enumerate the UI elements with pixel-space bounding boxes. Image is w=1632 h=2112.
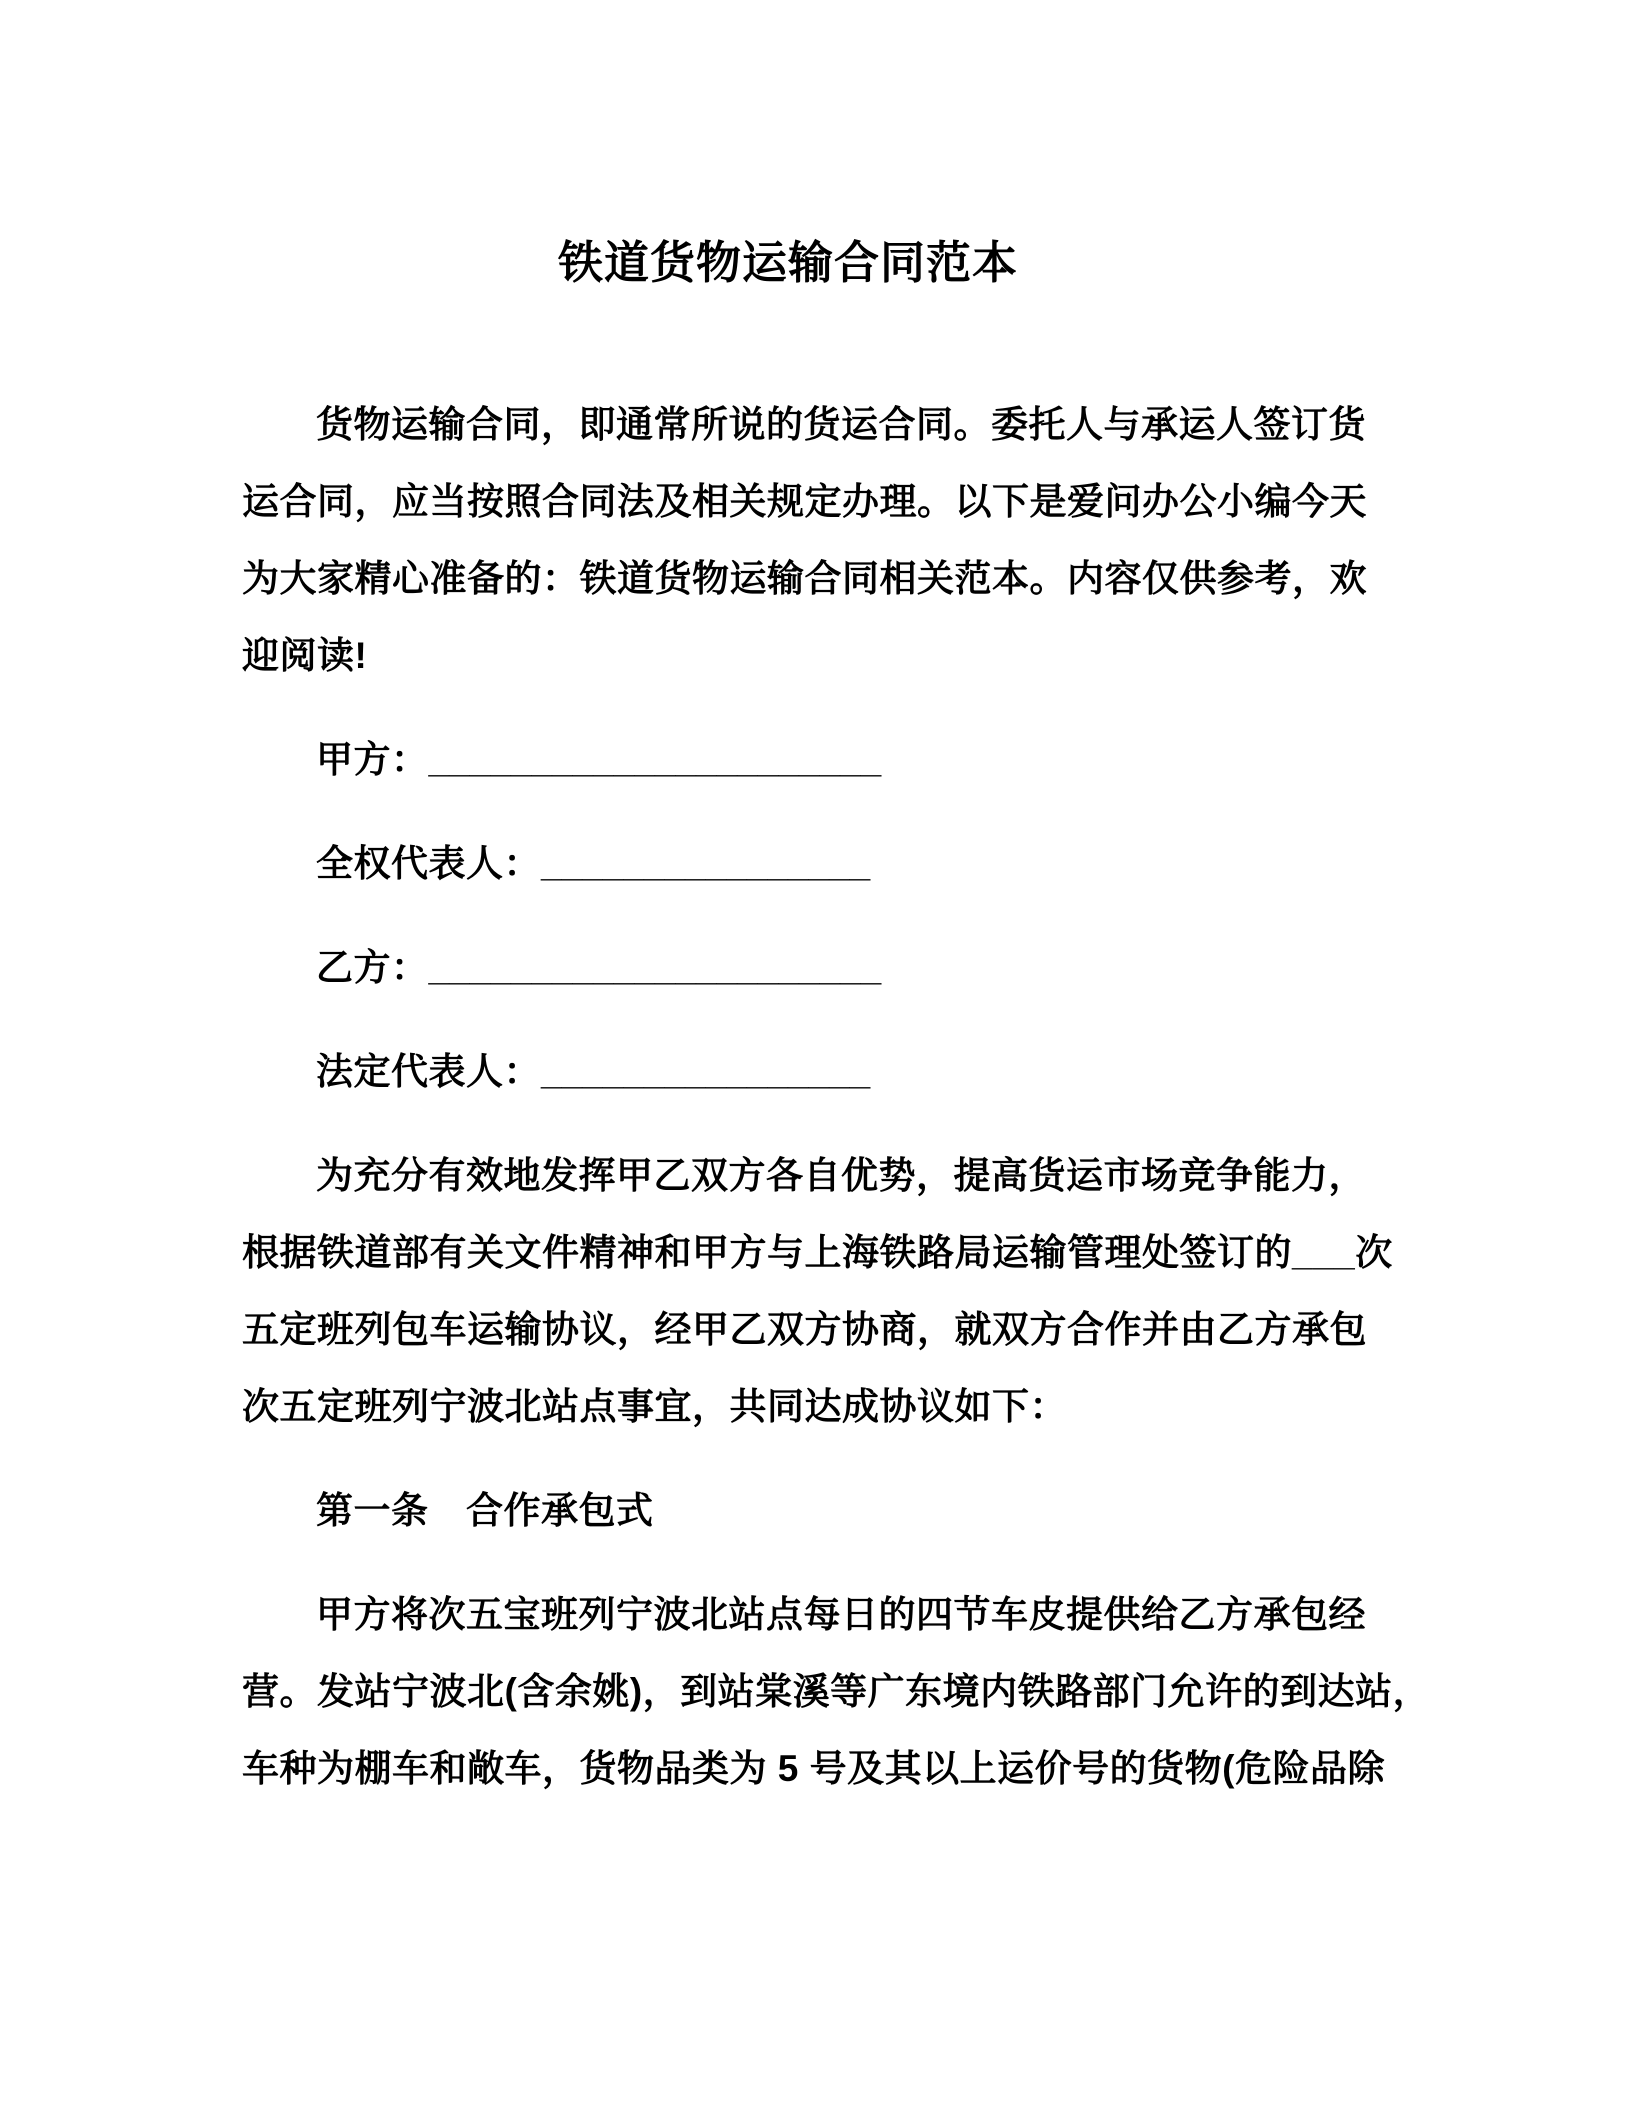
field-blank-line: ________________ [541, 843, 871, 884]
text-line: 车种为棚车和敞车，货物品类为 5 号及其以上运价号的货物(危险品除 [242, 1748, 1385, 1789]
text-line: 为充分有效地发挥甲乙双方各自优势，提高货运市场竞争能力， [316, 1155, 1366, 1196]
intro-paragraph [242, 386, 1367, 694]
text-line: 运合同，应当按照合同法及相关规定办理。以下是爱问办公小编今天 [242, 481, 1367, 522]
text-line: 货物运输合同，即通常所说的货运合同。委托人与承运人签订货 [316, 404, 1366, 445]
field-label: 乙方： [316, 947, 429, 988]
text-line: 为大家精心准备的：铁道货物运输合同相关范本。内容仅供参考，欢 [242, 558, 1367, 599]
text-line: 次五定班列宁波北站点事宜，共同达成协议如下： [242, 1386, 1067, 1427]
field-label: 法定代表人： [316, 1051, 541, 1092]
preamble-paragraph [242, 1137, 1393, 1445]
section-1-paragraph [242, 1576, 1431, 1807]
field-label: 甲方： [316, 739, 429, 780]
field-label: 全权代表人： [316, 843, 541, 884]
text-line: 根据铁道部有关文件精神和甲方与上海铁路局运输管理处签订的___次 [242, 1232, 1393, 1273]
field-party-b [242, 929, 1362, 1006]
field-legal-representative [242, 1033, 1362, 1110]
field-plenipotentiary [242, 825, 1362, 902]
document-title: 铁道货物运输合同范本 [557, 237, 1018, 288]
field-party-a [242, 721, 1362, 798]
field-blank-line: ______________________ [428, 739, 882, 780]
text-line: 迎阅读! [242, 635, 368, 676]
text-line: 五定班列包车运输协议，经甲乙双方协商，就双方合作并由乙方承包 [242, 1309, 1367, 1350]
field-blank-line: ________________ [541, 1051, 871, 1092]
field-blank-line: ______________________ [428, 947, 882, 988]
text-line: 营。发站宁波北(含余姚)，到站棠溪等广东境内铁路部门允许的到达站， [242, 1671, 1431, 1712]
text-line: 甲方将次五宝班列宁波北站点每日的四节车皮提供给乙方承包经 [316, 1594, 1366, 1635]
section-1-heading: 第一条 合作承包式 [316, 1490, 654, 1531]
